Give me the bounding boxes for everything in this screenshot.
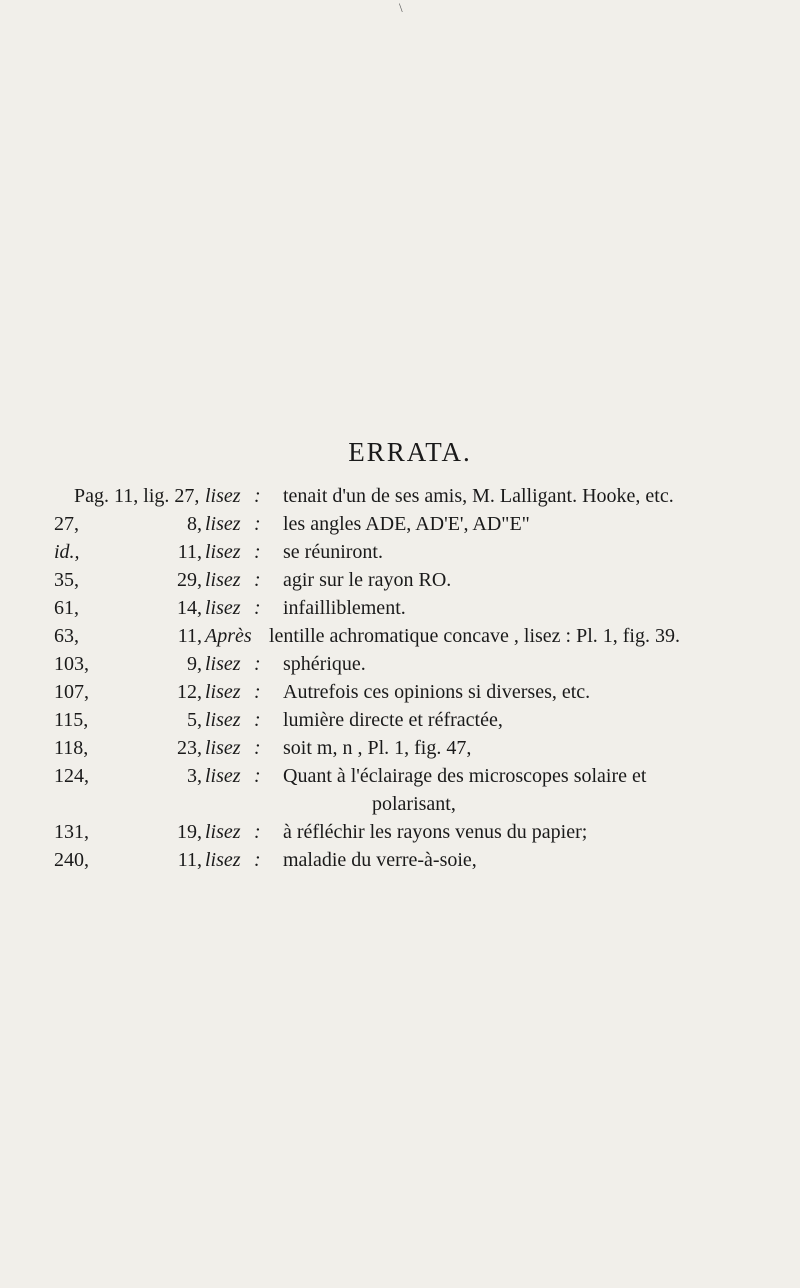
page-number: 240,: [54, 849, 89, 871]
correction-text: Autrefois ces opinions si diverses, etc.: [283, 681, 591, 703]
correction-text: se réuniront.: [283, 541, 383, 563]
page-number: 131,: [54, 821, 89, 843]
separator: :: [254, 821, 261, 843]
lisez-word: lisez: [205, 821, 241, 843]
separator: :: [254, 597, 261, 619]
separator: :: [254, 709, 261, 731]
page-number: 61,: [54, 597, 79, 619]
lisez-word: lisez: [205, 541, 241, 563]
page-number: 115,: [54, 709, 89, 731]
correction-text: Quant à l'éclairage des microscopes solaire et: [283, 765, 647, 787]
lisez-word: lisez: [205, 737, 241, 759]
separator: :: [254, 653, 261, 675]
separator: :: [254, 513, 261, 535]
correction-text: sphérique.: [283, 653, 366, 675]
page-number: 107,: [54, 681, 89, 703]
errata-row: [0, 594, 800, 622]
correction-text: maladie du verre-à-soie,: [283, 849, 477, 871]
separator: :: [254, 485, 261, 507]
lisez-word: Après: [205, 625, 252, 647]
lisez-word: lisez: [205, 513, 241, 535]
errata-row: [0, 510, 800, 538]
correction-text: soit m, n , Pl. 1, fig. 47,: [283, 737, 472, 759]
lisez-word: lisez: [205, 569, 241, 591]
correction-text: lentille achromatique concave , lisez : Pl. 1, fig. 39.: [269, 625, 680, 647]
page-number: 63,: [54, 625, 79, 647]
errata-row: [0, 706, 800, 734]
page-number: Pag. 11,: [74, 485, 139, 507]
line-number: lig. 27,: [143, 485, 200, 507]
errata-list: [0, 482, 800, 874]
errata-row: [0, 538, 800, 566]
page-number: id.,: [54, 541, 80, 563]
separator: :: [254, 737, 261, 759]
line-number: 8,: [187, 513, 202, 535]
page-number: 124,: [54, 765, 89, 787]
errata-row: [0, 566, 800, 594]
line-number: 11,: [177, 625, 202, 647]
line-number: 12,: [177, 681, 202, 703]
lisez-word: lisez: [205, 485, 241, 507]
lisez-word: lisez: [205, 709, 241, 731]
line-number: 29,: [177, 569, 202, 591]
errata-row: [0, 650, 800, 678]
page-ref: [74, 482, 199, 510]
errata-row: [0, 818, 800, 846]
errata-row: [0, 622, 800, 650]
line-number: 14,: [177, 597, 202, 619]
correction-text: agir sur le rayon RO.: [283, 569, 452, 591]
page-title: ERRATA.: [348, 437, 472, 467]
line-number: 11,: [177, 541, 202, 563]
lisez-word: lisez: [205, 849, 241, 871]
header-mark: \: [399, 0, 403, 15]
line-number: 23,: [177, 737, 202, 759]
lisez-word: lisez: [205, 681, 241, 703]
errata-continuation: [0, 790, 800, 818]
correction-text: les angles ADE, AD'E', AD"E": [283, 513, 530, 535]
line-number: 3,: [187, 765, 202, 787]
errata-row: [0, 678, 800, 706]
lisez-word: lisez: [205, 597, 241, 619]
line-number: 11,: [177, 849, 202, 871]
errata-row: [0, 846, 800, 874]
correction-text: lumière directe et réfractée,: [283, 709, 503, 731]
line-number: 19,: [177, 821, 202, 843]
lisez-word: lisez: [205, 765, 241, 787]
line-number: 5,: [187, 709, 202, 731]
separator: :: [254, 681, 261, 703]
correction-text: tenait d'un de ses amis, M. Lalligant. Hooke, etc.: [283, 485, 674, 507]
correction-text: polarisant,: [372, 793, 456, 815]
lisez-word: lisez: [205, 653, 241, 675]
page-number: 35,: [54, 569, 79, 591]
page-number: 103,: [54, 653, 89, 675]
errata-row: [0, 482, 800, 510]
errata-row: [0, 734, 800, 762]
separator: :: [254, 765, 261, 787]
correction-text: infailliblement.: [283, 597, 406, 619]
separator: :: [254, 569, 261, 591]
correction-text: à réfléchir les rayons venus du papier;: [283, 821, 588, 843]
page-number: 27,: [54, 513, 79, 535]
page-number: 118,: [54, 737, 89, 759]
errata-row: [0, 762, 800, 790]
line-number: 9,: [187, 653, 202, 675]
separator: :: [254, 849, 261, 871]
separator: :: [254, 541, 261, 563]
